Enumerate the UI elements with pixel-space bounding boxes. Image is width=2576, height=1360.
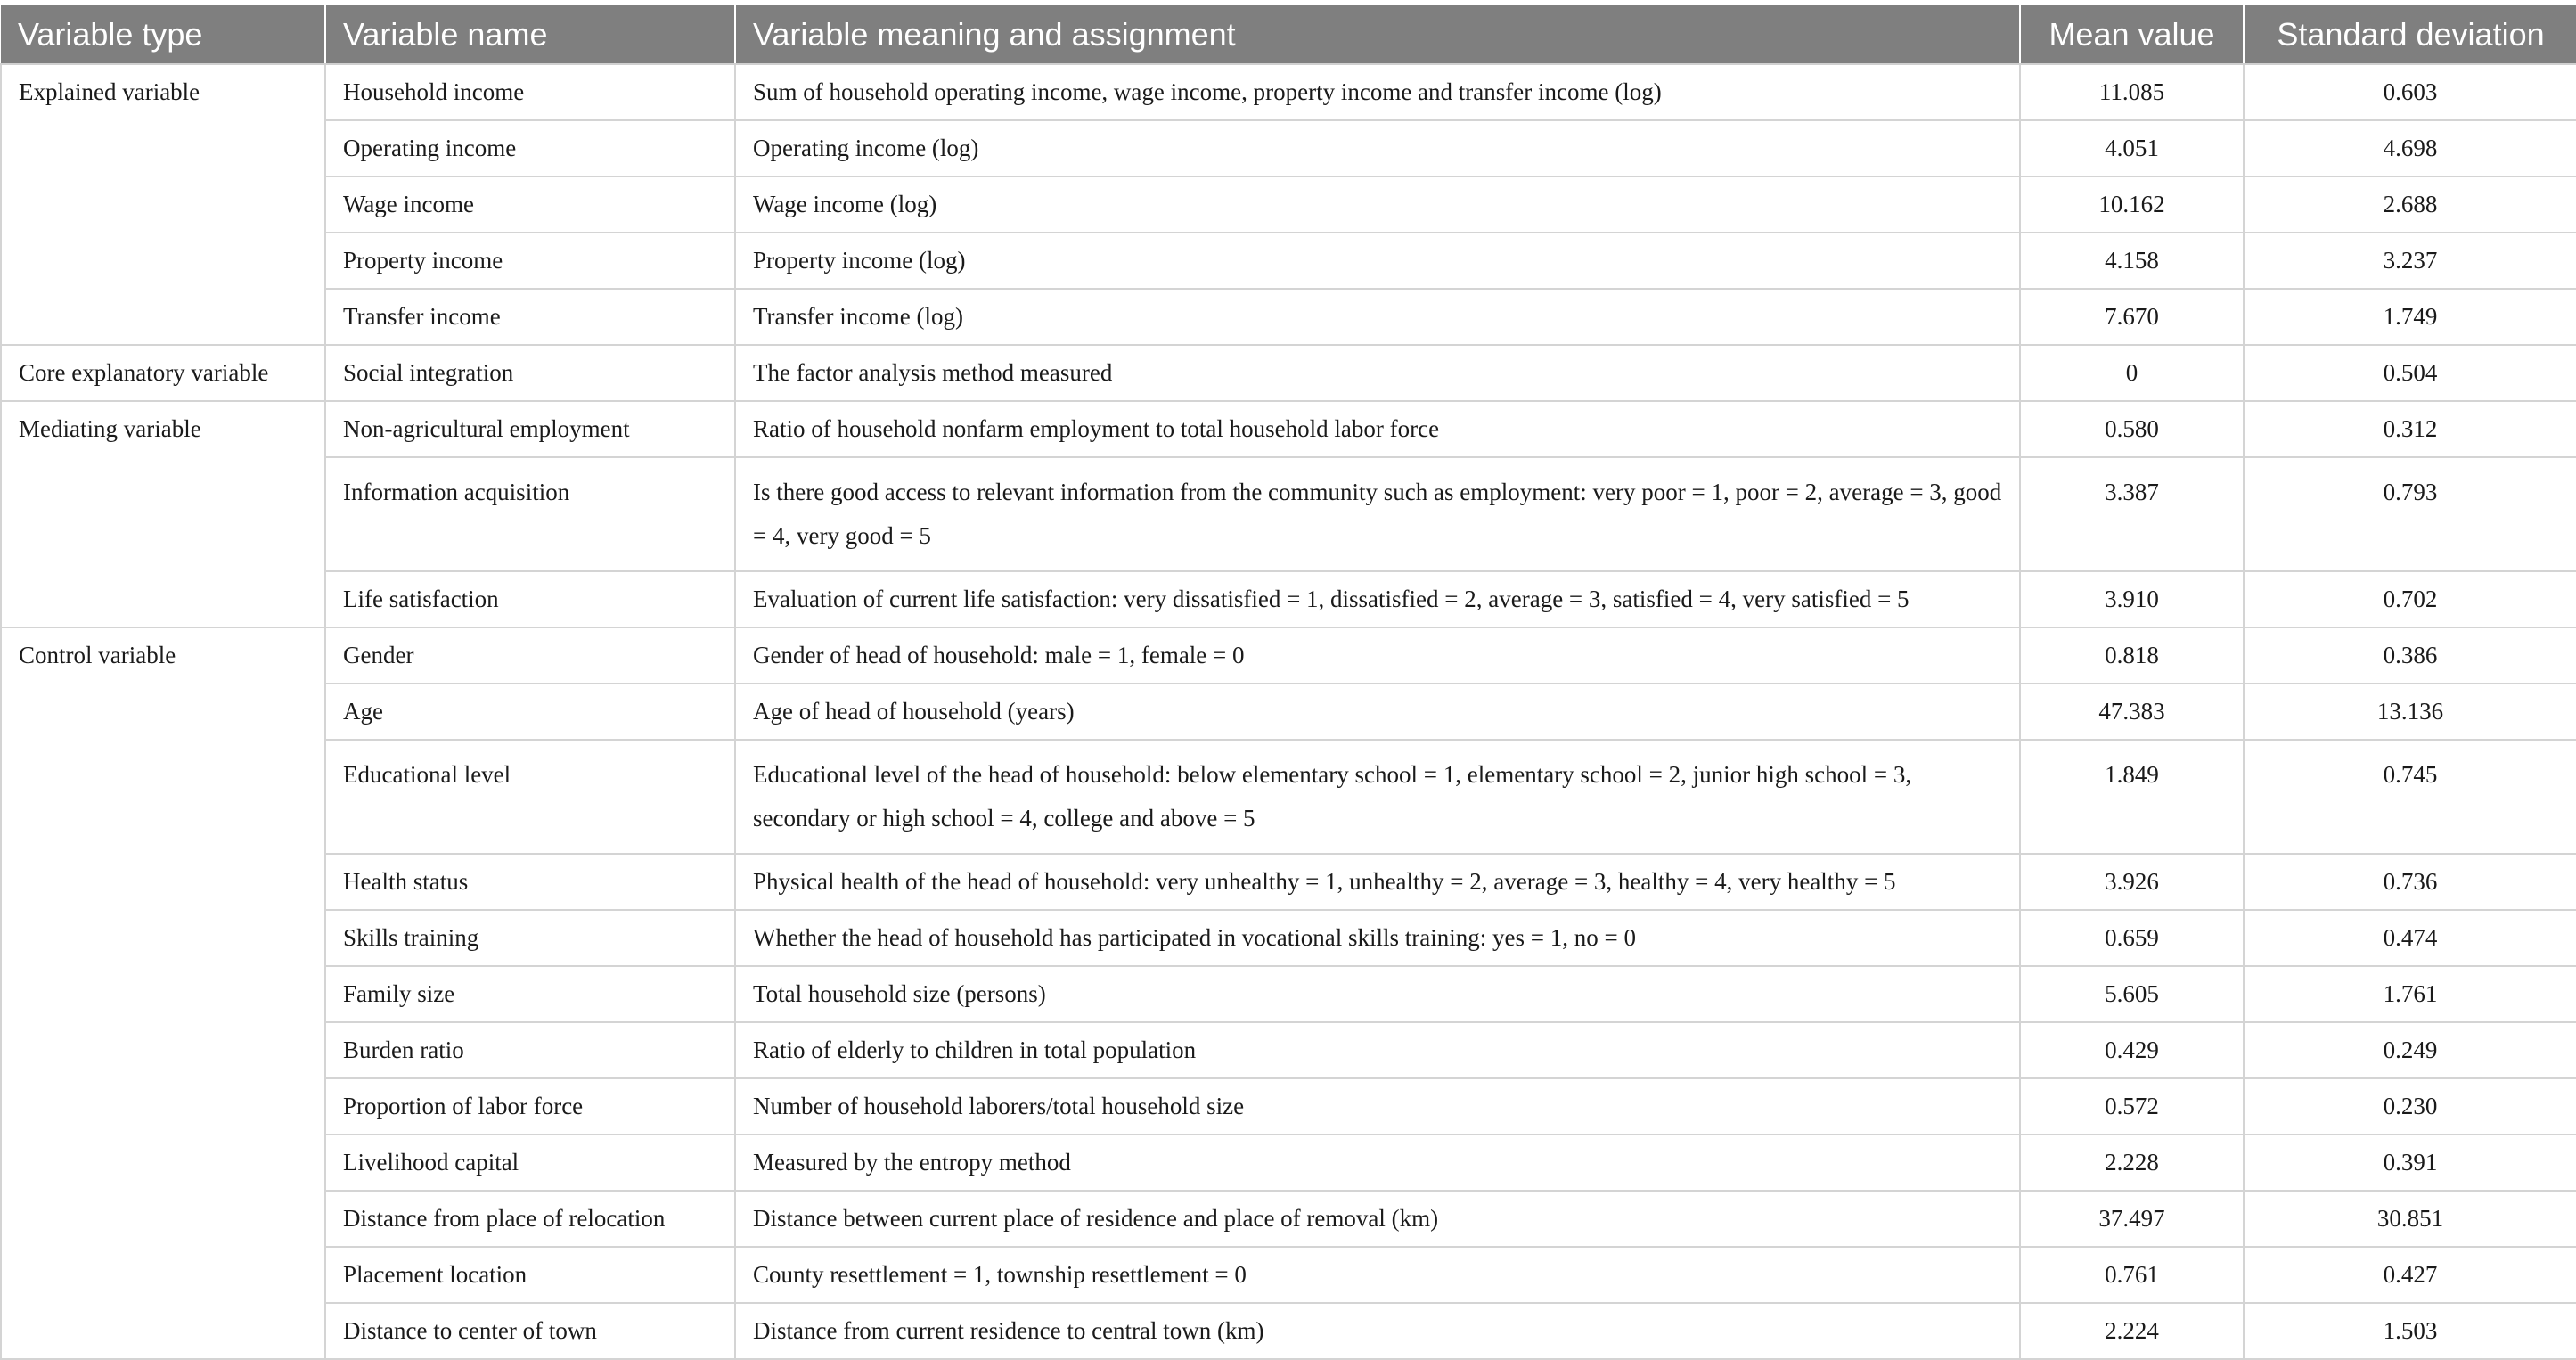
mean-value-cell: 0.572 <box>2020 1078 2244 1135</box>
variable-meaning-cell: Educational level of the head of household: below elementary school = 1, elementary school = 2, junior high school = 3, secondary or high school = 4, college and above = 5 <box>735 740 2020 854</box>
mean-value-cell: 1.849 <box>2020 740 2244 854</box>
variable-meaning-cell: Whether the head of household has participated in vocational skills training: yes = 1, no = 0 <box>735 910 2020 966</box>
variable-name-cell: Transfer income <box>325 289 735 345</box>
variable-meaning-cell: Wage income (log) <box>735 176 2020 233</box>
variable-meaning-cell: Ratio of household nonfarm employment to total household labor force <box>735 401 2020 457</box>
standard-deviation-cell: 0.504 <box>2244 345 2576 401</box>
variable-meaning-cell: Evaluation of current life satisfaction: very dissatisfied = 1, dissatisfied = 2, average = 3, satisfied = 4, very satisfied = 5 <box>735 571 2020 627</box>
mean-value-cell: 3.910 <box>2020 571 2244 627</box>
mean-value-cell: 47.383 <box>2020 684 2244 740</box>
mean-value-cell: 0 <box>2020 345 2244 401</box>
table-row <box>1 289 2576 345</box>
header-standard-deviation: Standard deviation <box>2244 5 2576 64</box>
variable-type-cell: Explained variable <box>1 64 325 345</box>
mean-value-cell: 4.158 <box>2020 233 2244 289</box>
mean-value-cell: 10.162 <box>2020 176 2244 233</box>
variable-type-cell: Core explanatory variable <box>1 345 325 401</box>
header-variable-name: Variable name <box>325 5 735 64</box>
table-row <box>1 1022 2576 1078</box>
variable-meaning-cell: Age of head of household (years) <box>735 684 2020 740</box>
standard-deviation-cell: 0.230 <box>2244 1078 2576 1135</box>
variable-meaning-cell: County resettlement = 1, township resettlement = 0 <box>735 1247 2020 1303</box>
mean-value-cell: 11.085 <box>2020 64 2244 120</box>
mean-value-cell: 0.429 <box>2020 1022 2244 1078</box>
table-row <box>1 684 2576 740</box>
variable-name-cell: Operating income <box>325 120 735 176</box>
standard-deviation-cell: 3.237 <box>2244 233 2576 289</box>
mean-value-cell: 2.228 <box>2020 1135 2244 1191</box>
table-row <box>1 457 2576 571</box>
standard-deviation-cell: 0.391 <box>2244 1135 2576 1191</box>
variable-meaning-cell: Gender of head of household: male = 1, female = 0 <box>735 627 2020 684</box>
standard-deviation-cell: 0.249 <box>2244 1022 2576 1078</box>
standard-deviation-cell: 1.749 <box>2244 289 2576 345</box>
table-row <box>1 571 2576 627</box>
variable-name-cell: Information acquisition <box>325 457 735 571</box>
variable-name-cell: Livelihood capital <box>325 1135 735 1191</box>
mean-value-cell: 0.659 <box>2020 910 2244 966</box>
standard-deviation-cell: 0.702 <box>2244 571 2576 627</box>
variable-name-cell: Burden ratio <box>325 1022 735 1078</box>
standard-deviation-cell: 1.503 <box>2244 1303 2576 1359</box>
table-row <box>1 176 2576 233</box>
mean-value-cell: 0.580 <box>2020 401 2244 457</box>
table-row <box>1 1135 2576 1191</box>
header-mean-value: Mean value <box>2020 5 2244 64</box>
variable-type-cell: Mediating variable <box>1 401 325 627</box>
standard-deviation-cell: 0.386 <box>2244 627 2576 684</box>
header-row <box>1 5 2576 64</box>
standard-deviation-cell: 30.851 <box>2244 1191 2576 1247</box>
variable-name-cell: Social integration <box>325 345 735 401</box>
table-row <box>1 627 2576 684</box>
standard-deviation-cell: 4.698 <box>2244 120 2576 176</box>
mean-value-cell: 3.387 <box>2020 457 2244 571</box>
variable-meaning-cell: Total household size (persons) <box>735 966 2020 1022</box>
mean-value-cell: 7.670 <box>2020 289 2244 345</box>
mean-value-cell: 0.818 <box>2020 627 2244 684</box>
variable-name-cell: Placement location <box>325 1247 735 1303</box>
variable-meaning-cell: Operating income (log) <box>735 120 2020 176</box>
variable-meaning-cell: Ratio of elderly to children in total population <box>735 1022 2020 1078</box>
table-row <box>1 740 2576 854</box>
table-row <box>1 120 2576 176</box>
variable-name-cell: Wage income <box>325 176 735 233</box>
mean-value-cell: 4.051 <box>2020 120 2244 176</box>
variable-name-cell: Property income <box>325 233 735 289</box>
standard-deviation-cell: 0.603 <box>2244 64 2576 120</box>
mean-value-cell: 3.926 <box>2020 854 2244 910</box>
header-variable-type: Variable type <box>1 5 325 64</box>
standard-deviation-cell: 2.688 <box>2244 176 2576 233</box>
standard-deviation-cell: 0.736 <box>2244 854 2576 910</box>
mean-value-cell: 37.497 <box>2020 1191 2244 1247</box>
variable-name-cell: Household income <box>325 64 735 120</box>
standard-deviation-cell: 1.761 <box>2244 966 2576 1022</box>
standard-deviation-cell: 0.474 <box>2244 910 2576 966</box>
variable-name-cell: Non-agricultural employment <box>325 401 735 457</box>
table-row <box>1 910 2576 966</box>
table-row <box>1 64 2576 120</box>
variable-meaning-cell: Distance from current residence to central town (km) <box>735 1303 2020 1359</box>
variable-type-cell: Control variable <box>1 627 325 1359</box>
table-row <box>1 1078 2576 1135</box>
table-row <box>1 233 2576 289</box>
variable-meaning-cell: Measured by the entropy method <box>735 1135 2020 1191</box>
table-row <box>1 1247 2576 1303</box>
standard-deviation-cell: 0.745 <box>2244 740 2576 854</box>
variable-meaning-cell: The factor analysis method measured <box>735 345 2020 401</box>
variable-meaning-cell: Transfer income (log) <box>735 289 2020 345</box>
variable-name-cell: Health status <box>325 854 735 910</box>
variable-meaning-cell: Number of household laborers/total household size <box>735 1078 2020 1135</box>
mean-value-cell: 0.761 <box>2020 1247 2244 1303</box>
variables-table <box>0 5 2576 1360</box>
table-row <box>1 401 2576 457</box>
variable-name-cell: Distance to center of town <box>325 1303 735 1359</box>
table-row <box>1 345 2576 401</box>
standard-deviation-cell: 0.793 <box>2244 457 2576 571</box>
table-row <box>1 1191 2576 1247</box>
standard-deviation-cell: 0.312 <box>2244 401 2576 457</box>
variable-meaning-cell: Is there good access to relevant information from the community such as employment: very poor = 1, poor = 2, average = 3, good = 4, very good = 5 <box>735 457 2020 571</box>
variable-name-cell: Skills training <box>325 910 735 966</box>
standard-deviation-cell: 13.136 <box>2244 684 2576 740</box>
table-row <box>1 966 2576 1022</box>
table-body <box>1 64 2576 1359</box>
variable-meaning-cell: Distance between current place of residence and place of removal (km) <box>735 1191 2020 1247</box>
variable-meaning-cell: Sum of household operating income, wage income, property income and transfer income (log) <box>735 64 2020 120</box>
variable-name-cell: Age <box>325 684 735 740</box>
variable-meaning-cell: Property income (log) <box>735 233 2020 289</box>
header-variable-meaning: Variable meaning and assignment <box>735 5 2020 64</box>
variable-name-cell: Family size <box>325 966 735 1022</box>
mean-value-cell: 2.224 <box>2020 1303 2244 1359</box>
variable-meaning-cell: Physical health of the head of household: very unhealthy = 1, unhealthy = 2, average = 3, healthy = 4, very healthy = 5 <box>735 854 2020 910</box>
table-row <box>1 854 2576 910</box>
variable-name-cell: Distance from place of relocation <box>325 1191 735 1247</box>
variable-name-cell: Proportion of labor force <box>325 1078 735 1135</box>
standard-deviation-cell: 0.427 <box>2244 1247 2576 1303</box>
variable-name-cell: Life satisfaction <box>325 571 735 627</box>
table-row <box>1 1303 2576 1359</box>
variable-name-cell: Gender <box>325 627 735 684</box>
mean-value-cell: 5.605 <box>2020 966 2244 1022</box>
variable-name-cell: Educational level <box>325 740 735 854</box>
